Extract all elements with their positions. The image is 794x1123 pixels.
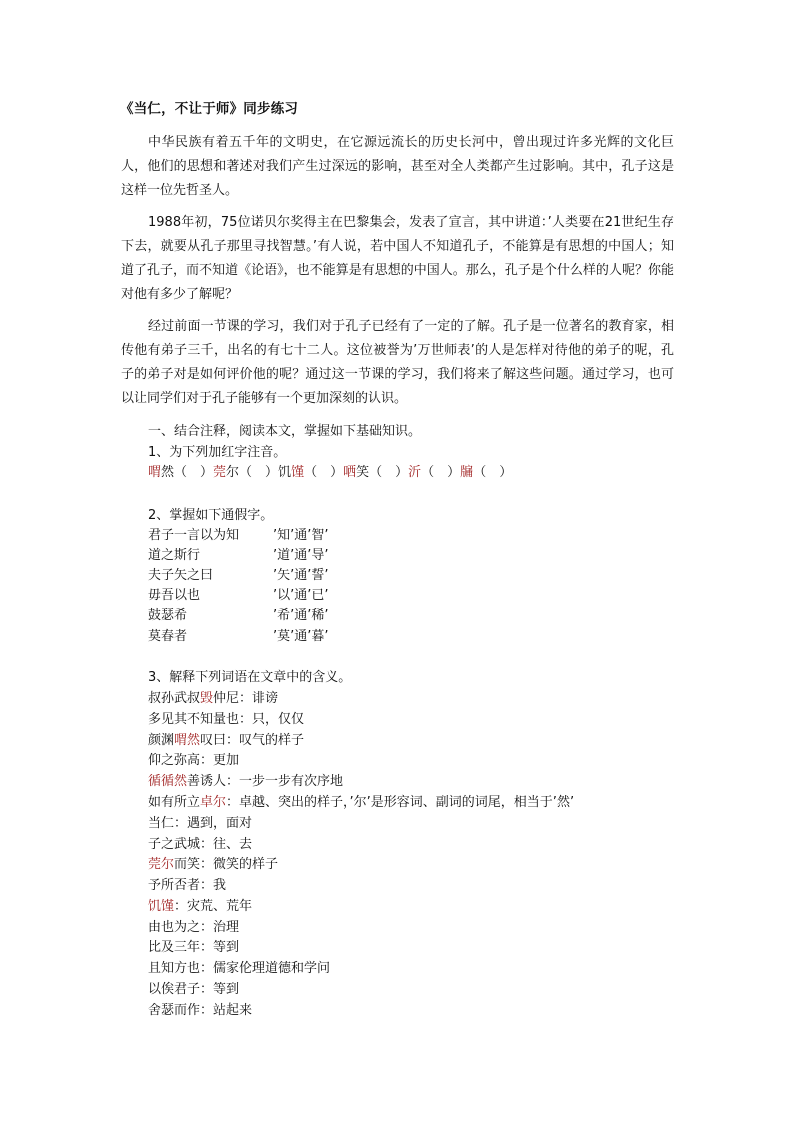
section1-heading: 一、结合注释，阅读本文，掌握如下基础知识。 — [148, 424, 422, 439]
pinyin-item: 喟然（ ） — [148, 465, 214, 480]
tongjia-row: 鼓瑟希 — [148, 608, 188, 623]
tongjia-row: 道之斯行 — [148, 548, 201, 563]
paragraph-text: 经过前面一节课的学习，我们对于孔子已经有了一定的了解。孔子是一位著名的教育家，相传他有弟子三千，出名的有七十二人。这位被誉为’万世师表’的人是怎样对待他的弟子的呢，孔子的弟子对是如何评价他的呢？通过这一节课的学习，我们将来了解这些问题。通过学习，也可以让同学们对于孔子能够有一个更加深刻的认识。 — [121, 319, 674, 406]
q2-heading: 2、掌握如下通假字。 — [148, 508, 274, 523]
pinyin-item: 牖（ ） — [460, 465, 513, 480]
tongjia-row: 莫春者 — [148, 629, 188, 644]
paragraph-lesson — [121, 315, 674, 411]
vocab-row: 予所否者：我 — [148, 878, 227, 893]
tongjia-row: 君子一言以为知 — [148, 528, 240, 543]
paragraph-nobel — [121, 211, 674, 307]
vocab-row: 循循然善诱人：一步一步有次序地 — [148, 774, 344, 789]
vocab-row: 舍瑟而作：站起来 — [148, 1003, 253, 1018]
q3-heading: 3、解释下列词语在文章中的含义。 — [148, 670, 352, 685]
vocab-row: 叔孙武叔毁仲尼：诽谤 — [148, 691, 279, 706]
document-title: 《当仁，不让于师》同步练习 — [120, 101, 299, 117]
vocab-row: 当仁：遇到，面对 — [148, 816, 253, 831]
vocab-row: 子之武城：往、去 — [148, 837, 253, 852]
paragraph-text: 1988年初，75位诺贝尔奖得主在巴黎集会，发表了宣言，其中讲道：’人类要在21世纪生存下去，就要从孔子那里寻找智慧。’有人说，若中国人不知道孔子，不能算是有思想的中国人；知道了孔子，而不知道《论语》，也不能算是有思想的中国人。那么，孔子是个什么样的人呢？你能对他有多少了解呢？ — [121, 215, 674, 302]
tongjia-note: ’希’通’稀’ — [273, 608, 329, 623]
tongjia-note: ’矢’通’誓’ — [273, 568, 329, 583]
paragraph-intro — [121, 131, 674, 203]
pinyin-item: 饥馑（ ） — [278, 465, 344, 480]
vocab-row: 比及三年：等到 — [148, 940, 240, 955]
pinyin-item: 沂（ ） — [408, 465, 461, 480]
tongjia-note: ’道’通’导’ — [273, 548, 329, 563]
tongjia-note: ’知’通’智’ — [273, 528, 329, 543]
q1-heading: 1、为下列加红字注音。 — [148, 445, 287, 460]
vocab-row: 且知方也：儒家伦理道德和学问 — [148, 961, 331, 976]
tongjia-row: 夫子矢之曰 — [148, 568, 214, 583]
vocab-row: 饥馑：灾荒、荒年 — [148, 899, 253, 914]
tongjia-note: ’以’通’已’ — [273, 588, 329, 603]
vocab-row: 多见其不知量也：只，仅仅 — [148, 712, 305, 727]
vocab-row: 由也为之：治理 — [148, 920, 240, 935]
vocab-row: 颜渊喟然叹曰：叹气的样子 — [148, 733, 305, 748]
pinyin-item: 莞尔（ ） — [213, 465, 279, 480]
vocab-row: 莞尔而笑：微笑的样子 — [148, 857, 279, 872]
pinyin-items — [148, 463, 512, 483]
pinyin-item: 哂笑（ ） — [343, 465, 409, 480]
tongjia-note: ’莫’通’暮’ — [273, 629, 329, 644]
vocab-row: 以俟君子：等到 — [148, 982, 240, 997]
paragraph-text: 中华民族有着五千年的文明史，在它源远流长的历史长河中，曾出现过许多光辉的文化巨人，他们的思想和著述对我们产生过深远的影响，甚至对全人类都产生过影响。其中，孔子这是这样一位先哲圣人。 — [121, 135, 674, 198]
vocab-row: 如有所立卓尔：卓越、突出的样子，’尔’是形容词、副词的词尾，相当于’然’ — [148, 795, 575, 810]
vocab-row: 仰之弥高：更加 — [148, 753, 240, 768]
tongjia-row: 毋吾以也 — [148, 588, 201, 603]
